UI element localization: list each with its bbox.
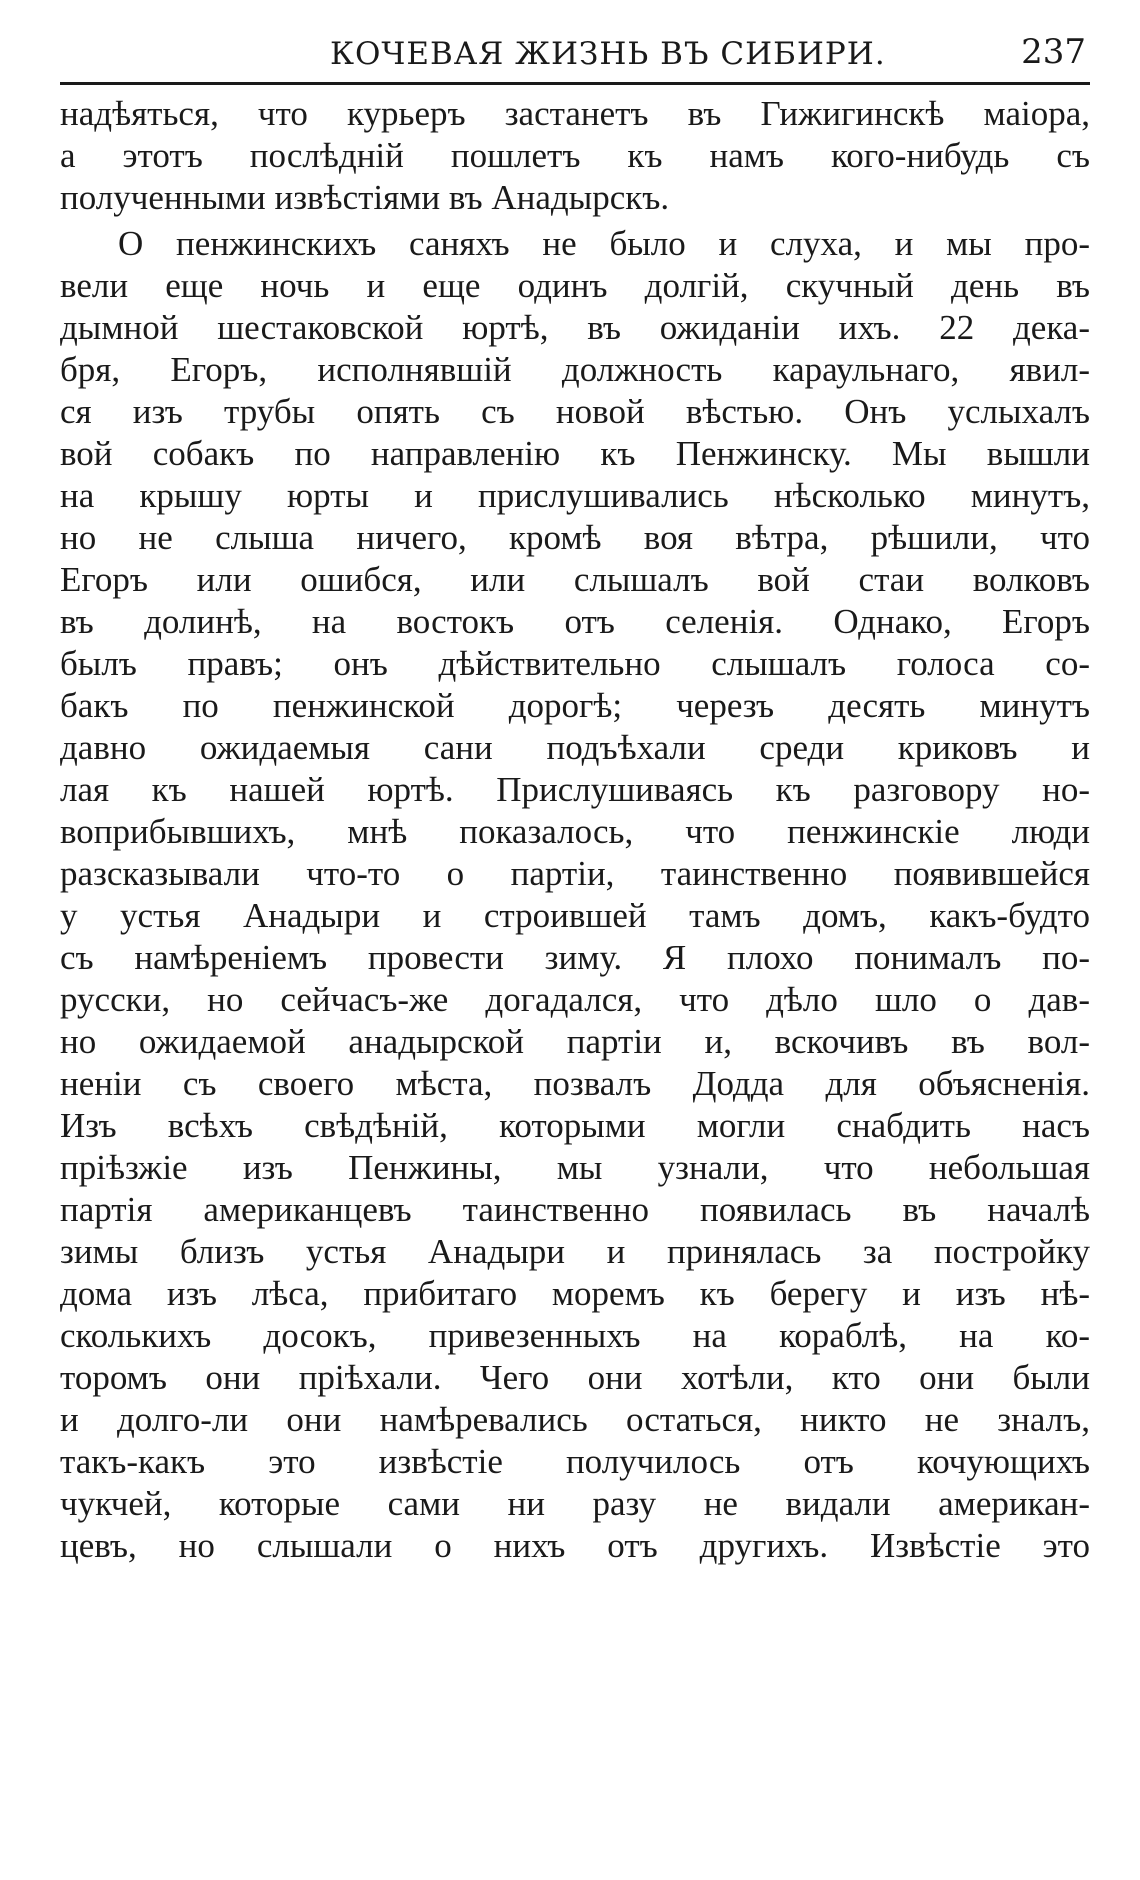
text-line: а этотъ послѣдній пошлетъ къ намъ кого-нибудь съ <box>60 136 1090 175</box>
text-line: ся изъ трубы опять съ новой вѣстью. Онъ услыхалъ <box>60 392 1090 431</box>
text-line: пріѣзжіе изъ Пенжины, мы узнали, что небольшая <box>60 1148 1090 1187</box>
text-line: бакъ по пенжинской дорогѣ; черезъ десять минутъ <box>60 686 1090 725</box>
book-page <box>60 30 1090 1567</box>
text-line: но не слыша ничего, кромѣ воя вѣтра, рѣшили, что <box>60 518 1090 557</box>
text-line: русски, но сейчасъ-же догадался, что дѣло шло о дав- <box>60 980 1090 1019</box>
text-line: дымной шестаковской юртѣ, въ ожиданіи ихъ. 22 дека- <box>60 308 1090 347</box>
text-line: вой собакъ по направленію къ Пенжинску. Мы вышли <box>60 434 1090 473</box>
text-line: неніи съ своего мѣста, позвалъ Додда для объясненія. <box>60 1064 1090 1103</box>
text-line: былъ правъ; онъ дѣйствительно слышалъ голоса со- <box>60 644 1090 683</box>
text-line: у устья Анадыри и строившей тамъ домъ, какъ-будто <box>60 896 1090 935</box>
text-line: Егоръ или ошибся, или слышалъ вой стаи волковъ <box>60 560 1090 599</box>
text-line: вели еще ночь и еще одинъ долгій, скучный день въ <box>60 266 1090 305</box>
text-line: и долго-ли они намѣревались остаться, никто не зналъ, <box>60 1400 1090 1439</box>
text-line: съ намѣреніемъ провести зиму. Я плохо понималъ по- <box>60 938 1090 977</box>
paragraph-2 <box>60 223 1090 1567</box>
text-line: разсказывали что-то о партіи, таинственно появившейся <box>60 854 1090 893</box>
text-line: лая къ нашей юртѣ. Прислушиваясь къ разговору но- <box>60 770 1090 809</box>
text-line: но ожидаемой анадырской партіи и, вскочивъ въ вол- <box>60 1022 1090 1061</box>
text-line: чукчей, которые сами ни разу не видали американ- <box>60 1484 1090 1523</box>
running-head <box>60 30 1090 85</box>
text-line: полученными извѣстіями въ Анадырскъ. <box>60 178 670 217</box>
body-text <box>60 93 1090 1567</box>
text-line: Изъ всѣхъ свѣдѣній, которыми могли снабдить насъ <box>60 1106 1090 1145</box>
text-line: бря, Егоръ, исполнявшій должность караульнаго, явил- <box>60 350 1090 389</box>
text-line: давно ожидаемыя сани подъѣхали среди криковъ и <box>60 728 1090 767</box>
text-line: цевъ, но слышали о нихъ отъ другихъ. Извѣстіе это <box>60 1526 1090 1565</box>
text-line: на крышу юрты и прислушивались нѣсколько минутъ, <box>60 476 1090 515</box>
text-line: такъ-какъ это извѣстіе получилось отъ кочующихъ <box>60 1442 1090 1481</box>
page-number: 237 <box>1021 32 1086 72</box>
running-title: КОЧЕВАЯ ЖИЗНЬ ВЪ СИБИРИ. <box>330 36 886 72</box>
text-line: дома изъ лѣса, прибитаго моремъ къ берегу и изъ нѣ- <box>60 1274 1090 1313</box>
paragraph-1 <box>60 93 1090 219</box>
text-line: надѣяться, что курьеръ застанетъ въ Гижигинскѣ маіора, <box>60 94 1090 133</box>
text-line: воприбывшихъ, мнѣ показалось, что пенжинскіе люди <box>60 812 1090 851</box>
text-line: въ долинѣ, на востокъ отъ селенія. Однако, Егоръ <box>60 602 1090 641</box>
text-line: зимы близъ устья Анадыри и принялась за постройку <box>60 1232 1090 1271</box>
text-line: О пенжинскихъ саняхъ не было и слуха, и мы про- <box>118 224 1090 263</box>
text-line: торомъ они пріѣхали. Чего они хотѣли, кто они были <box>60 1358 1090 1397</box>
text-line: сколькихъ досокъ, привезенныхъ на кораблѣ, на ко- <box>60 1316 1090 1355</box>
text-line: партія американцевъ таинственно появилась въ началѣ <box>60 1190 1090 1229</box>
